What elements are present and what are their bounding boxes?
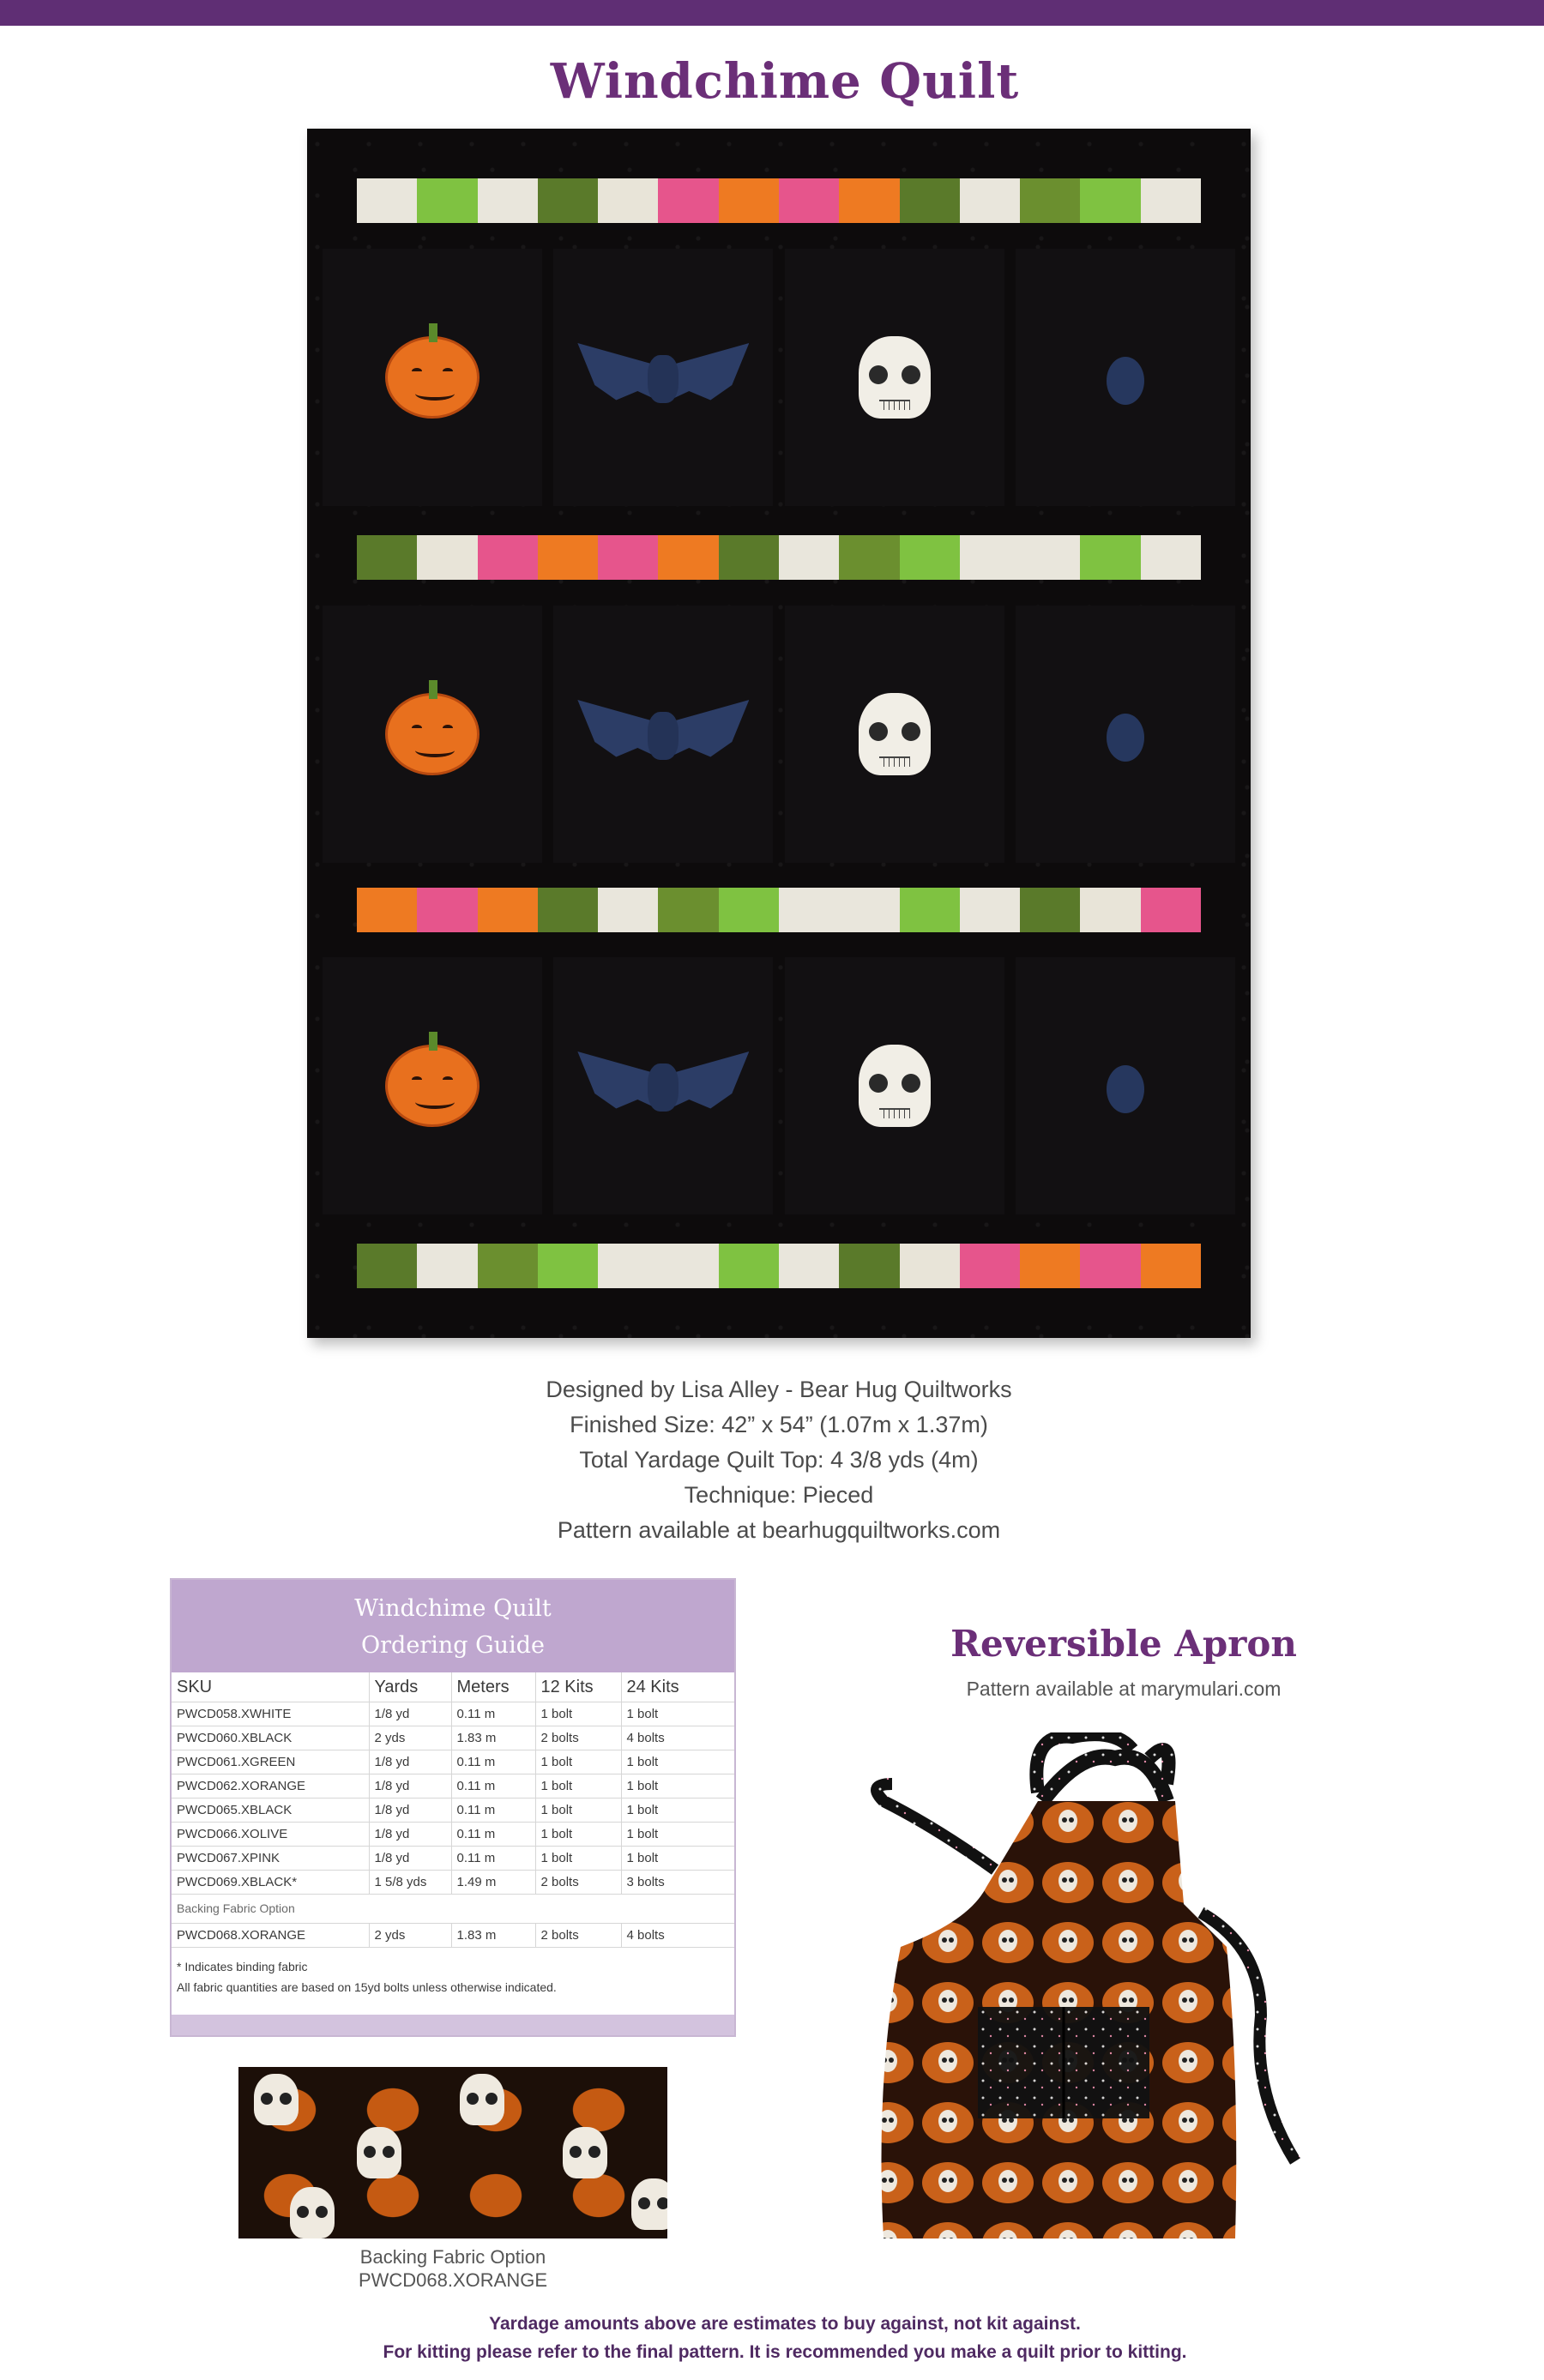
table-cell: 1/8 yd bbox=[369, 1846, 451, 1870]
strip-square bbox=[1080, 1244, 1140, 1288]
table-cell: 1/8 yd bbox=[369, 1798, 451, 1822]
strip-square bbox=[1141, 535, 1201, 580]
table-cell: 1 5/8 yds bbox=[369, 1870, 451, 1894]
strip-square bbox=[598, 888, 658, 932]
strip-square bbox=[719, 178, 779, 223]
block-row bbox=[323, 957, 1235, 1214]
strip-square bbox=[1020, 178, 1080, 223]
strip-square bbox=[658, 535, 718, 580]
disclaimer-line: For kitting please refer to the final pattern. It is recommended you make a quilt prior to kitting. bbox=[383, 2342, 1187, 2362]
backing-caption-sku: PWCD068.XORANGE bbox=[358, 2269, 548, 2291]
table-row bbox=[172, 1726, 734, 1750]
table-cell: 1 bolt bbox=[621, 1774, 734, 1798]
strip-square bbox=[779, 888, 839, 932]
ordering-guide-header bbox=[172, 1580, 734, 1672]
table-cell: PWCD058.XWHITE bbox=[172, 1702, 369, 1726]
disclaimer bbox=[172, 2310, 1398, 2366]
table-cell: 2 bolts bbox=[535, 1923, 621, 1947]
page-title: Windchime Quilt bbox=[550, 53, 1020, 110]
skull-icon bbox=[290, 2187, 335, 2238]
strip-square bbox=[719, 1244, 779, 1288]
skull-icon bbox=[357, 2127, 401, 2178]
strip-square bbox=[478, 888, 538, 932]
strip-square bbox=[1080, 178, 1140, 223]
table-row bbox=[172, 1702, 734, 1726]
apron-image bbox=[858, 1732, 1338, 2256]
bat-block bbox=[553, 606, 773, 863]
column-header: 24 Kits bbox=[621, 1672, 734, 1702]
table-cell: 4 bolts bbox=[621, 1726, 734, 1750]
strip-square bbox=[900, 535, 960, 580]
strip-square bbox=[960, 535, 1020, 580]
bolts-note: All fabric quantities are based on 15yd bolts unless otherwise indicated. bbox=[177, 1979, 557, 1994]
table-row bbox=[172, 1774, 734, 1798]
finished-size-line: Finished Size: 42” x 54” (1.07m x 1.37m) bbox=[570, 1412, 988, 1437]
table-cell: 2 bolts bbox=[535, 1726, 621, 1750]
sugar-skull-icon bbox=[859, 1045, 931, 1127]
strip-square bbox=[900, 1244, 960, 1288]
ordering-guide bbox=[170, 1578, 736, 2037]
table-cell: PWCD068.XORANGE bbox=[172, 1923, 369, 1947]
table-cell: PWCD060.XBLACK bbox=[172, 1726, 369, 1750]
backing-fabric-swatch bbox=[238, 2067, 667, 2238]
table-cell: 3 bolts bbox=[621, 1870, 734, 1894]
block-row bbox=[323, 249, 1235, 506]
table-row bbox=[172, 1846, 734, 1870]
strip-square bbox=[417, 888, 477, 932]
skull-block bbox=[785, 957, 1004, 1214]
table-cell: 2 yds bbox=[369, 1726, 451, 1750]
table-row bbox=[172, 1750, 734, 1774]
strip-square bbox=[658, 1244, 718, 1288]
strip-square bbox=[538, 1244, 598, 1288]
strip-square bbox=[417, 1244, 477, 1288]
table-row bbox=[172, 1923, 734, 1947]
table-row bbox=[172, 1870, 734, 1894]
strip-square bbox=[478, 178, 538, 223]
total-yardage-line: Total Yardage Quilt Top: 4 3/8 yds (4m) bbox=[579, 1447, 979, 1473]
table-cell: 1 bolt bbox=[535, 1774, 621, 1798]
table-cell: PWCD066.XOLIVE bbox=[172, 1822, 369, 1846]
top-accent-bar bbox=[0, 0, 1544, 26]
strip-square bbox=[960, 888, 1020, 932]
quilt-image bbox=[307, 129, 1251, 1338]
apron-pattern-link[interactable]: Pattern available at marymulari.com bbox=[966, 1678, 1282, 1700]
strip-square bbox=[779, 178, 839, 223]
strip-square bbox=[1080, 535, 1140, 580]
table-cell: 0.11 m bbox=[451, 1702, 535, 1726]
table-cell: 2 bolts bbox=[535, 1870, 621, 1894]
strip-square bbox=[538, 178, 598, 223]
strip-square bbox=[417, 178, 477, 223]
column-header: Meters bbox=[451, 1672, 535, 1702]
table-cell: 1 bolt bbox=[621, 1798, 734, 1822]
strip-square bbox=[1141, 888, 1201, 932]
strip-square bbox=[839, 535, 899, 580]
bat-icon bbox=[577, 1043, 749, 1129]
pumpkin-icon bbox=[385, 693, 479, 775]
skull-icon bbox=[254, 2074, 299, 2125]
sugar-skull-icon bbox=[859, 693, 931, 775]
column-header: Yards bbox=[369, 1672, 451, 1702]
spider-icon bbox=[1074, 326, 1177, 429]
strip-square bbox=[1080, 888, 1140, 932]
strip-square bbox=[538, 535, 598, 580]
skull-block bbox=[785, 249, 1004, 506]
bat-block bbox=[553, 957, 773, 1214]
table-cell: 1 bolt bbox=[535, 1702, 621, 1726]
strip-square bbox=[900, 888, 960, 932]
table-cell: 1/8 yd bbox=[369, 1774, 451, 1798]
table-cell: 1 bolt bbox=[621, 1750, 734, 1774]
pieced-strip bbox=[357, 1244, 1201, 1288]
strip-square bbox=[357, 1244, 417, 1288]
table-cell: 1.83 m bbox=[451, 1726, 535, 1750]
binding-note: * Indicates binding fabric bbox=[177, 1959, 308, 1973]
strip-square bbox=[779, 535, 839, 580]
strip-square bbox=[839, 888, 899, 932]
table-cell: 1 bolt bbox=[621, 1702, 734, 1726]
strip-square bbox=[417, 535, 477, 580]
pieced-strip bbox=[357, 888, 1201, 932]
quilt-credits bbox=[479, 1372, 1079, 1548]
ordering-notes bbox=[172, 1948, 734, 1997]
strip-square bbox=[1020, 1244, 1080, 1288]
strip-square bbox=[598, 1244, 658, 1288]
strip-square bbox=[779, 1244, 839, 1288]
spider-block bbox=[1016, 957, 1235, 1214]
table-cell: PWCD067.XPINK bbox=[172, 1846, 369, 1870]
table-row bbox=[172, 1822, 734, 1846]
column-header: 12 Kits bbox=[535, 1672, 621, 1702]
ordering-guide-subtitle: Ordering Guide bbox=[361, 1632, 545, 1659]
table-cell: 1/8 yd bbox=[369, 1822, 451, 1846]
table-cell: 1/8 yd bbox=[369, 1702, 451, 1726]
strip-square bbox=[598, 535, 658, 580]
bat-icon bbox=[577, 691, 749, 777]
table-cell: 0.11 m bbox=[451, 1846, 535, 1870]
pieced-strip bbox=[357, 535, 1201, 580]
strip-square bbox=[658, 888, 718, 932]
sugar-skull-icon bbox=[859, 336, 931, 419]
backing-caption-label: Backing Fabric Option bbox=[359, 2246, 546, 2268]
block-row bbox=[323, 606, 1235, 863]
table-cell: 2 yds bbox=[369, 1923, 451, 1947]
table-cell: 1 bolt bbox=[535, 1798, 621, 1822]
pumpkin-icon bbox=[385, 336, 479, 419]
pumpkin-block bbox=[323, 606, 542, 863]
strip-square bbox=[839, 178, 899, 223]
spider-block bbox=[1016, 249, 1235, 506]
strip-square bbox=[960, 1244, 1020, 1288]
strip-square bbox=[357, 178, 417, 223]
ordering-guide-title: Windchime Quilt bbox=[354, 1595, 552, 1622]
apron-illustration bbox=[858, 1732, 1338, 2256]
strip-square bbox=[960, 178, 1020, 223]
table-cell: PWCD069.XBLACK* bbox=[172, 1870, 369, 1894]
ordering-table bbox=[172, 1672, 734, 1948]
strip-square bbox=[1020, 888, 1080, 932]
table-cell: 1 bolt bbox=[621, 1822, 734, 1846]
table-cell: PWCD065.XBLACK bbox=[172, 1798, 369, 1822]
table-cell: 1 bolt bbox=[535, 1822, 621, 1846]
bat-icon bbox=[577, 334, 749, 420]
spider-icon bbox=[1074, 683, 1177, 786]
table-cell: 1 bolt bbox=[535, 1846, 621, 1870]
skull-icon bbox=[563, 2127, 607, 2178]
skull-block bbox=[785, 606, 1004, 863]
skull-icon bbox=[631, 2178, 667, 2230]
strip-square bbox=[658, 178, 718, 223]
strip-square bbox=[719, 888, 779, 932]
designer-line: Designed by Lisa Alley - Bear Hug Quiltworks bbox=[546, 1377, 1012, 1402]
strip-square bbox=[1141, 1244, 1201, 1288]
backing-caption bbox=[238, 2245, 667, 2292]
technique-line: Technique: Pieced bbox=[684, 1482, 874, 1508]
bat-block bbox=[553, 249, 773, 506]
table-cell: 0.11 m bbox=[451, 1822, 535, 1846]
spider-icon bbox=[1074, 1034, 1177, 1137]
strip-square bbox=[1141, 178, 1201, 223]
table-cell: 0.11 m bbox=[451, 1750, 535, 1774]
pieced-strip bbox=[357, 178, 1201, 223]
pattern-link-line[interactable]: Pattern available at bearhugquiltworks.com bbox=[557, 1517, 1001, 1543]
strip-square bbox=[357, 888, 417, 932]
strip-square bbox=[478, 1244, 538, 1288]
table-cell: 4 bolts bbox=[621, 1923, 734, 1947]
disclaimer-line: Yardage amounts above are estimates to buy against, not kit against. bbox=[489, 2314, 1081, 2334]
strip-square bbox=[1020, 535, 1080, 580]
table-cell: 0.11 m bbox=[451, 1774, 535, 1798]
backing-section-label: Backing Fabric Option bbox=[172, 1894, 734, 1923]
pumpkin-block bbox=[323, 957, 542, 1214]
table-cell: PWCD062.XORANGE bbox=[172, 1774, 369, 1798]
table-cell: 1.83 m bbox=[451, 1923, 535, 1947]
strip-square bbox=[357, 535, 417, 580]
table-cell: 1 bolt bbox=[621, 1846, 734, 1870]
skull-icon bbox=[460, 2074, 504, 2125]
strip-square bbox=[839, 1244, 899, 1288]
apron-title: Reversible Apron bbox=[950, 1623, 1297, 1665]
pumpkin-block bbox=[323, 249, 542, 506]
table-cell: 1 bolt bbox=[535, 1750, 621, 1774]
backing-section-row bbox=[172, 1894, 734, 1923]
strip-square bbox=[598, 178, 658, 223]
strip-square bbox=[900, 178, 960, 223]
table-cell: 0.11 m bbox=[451, 1798, 535, 1822]
column-header: SKU bbox=[172, 1672, 369, 1702]
table-cell: PWCD061.XGREEN bbox=[172, 1750, 369, 1774]
table-row bbox=[172, 1798, 734, 1822]
strip-square bbox=[538, 888, 598, 932]
pumpkin-icon bbox=[385, 1045, 479, 1127]
table-cell: 1.49 m bbox=[451, 1870, 535, 1894]
table-cell: 1/8 yd bbox=[369, 1750, 451, 1774]
strip-square bbox=[478, 535, 538, 580]
strip-square bbox=[719, 535, 779, 580]
spider-block bbox=[1016, 606, 1235, 863]
ordering-guide-footer bbox=[172, 2015, 734, 2035]
table-header-row bbox=[172, 1672, 734, 1702]
